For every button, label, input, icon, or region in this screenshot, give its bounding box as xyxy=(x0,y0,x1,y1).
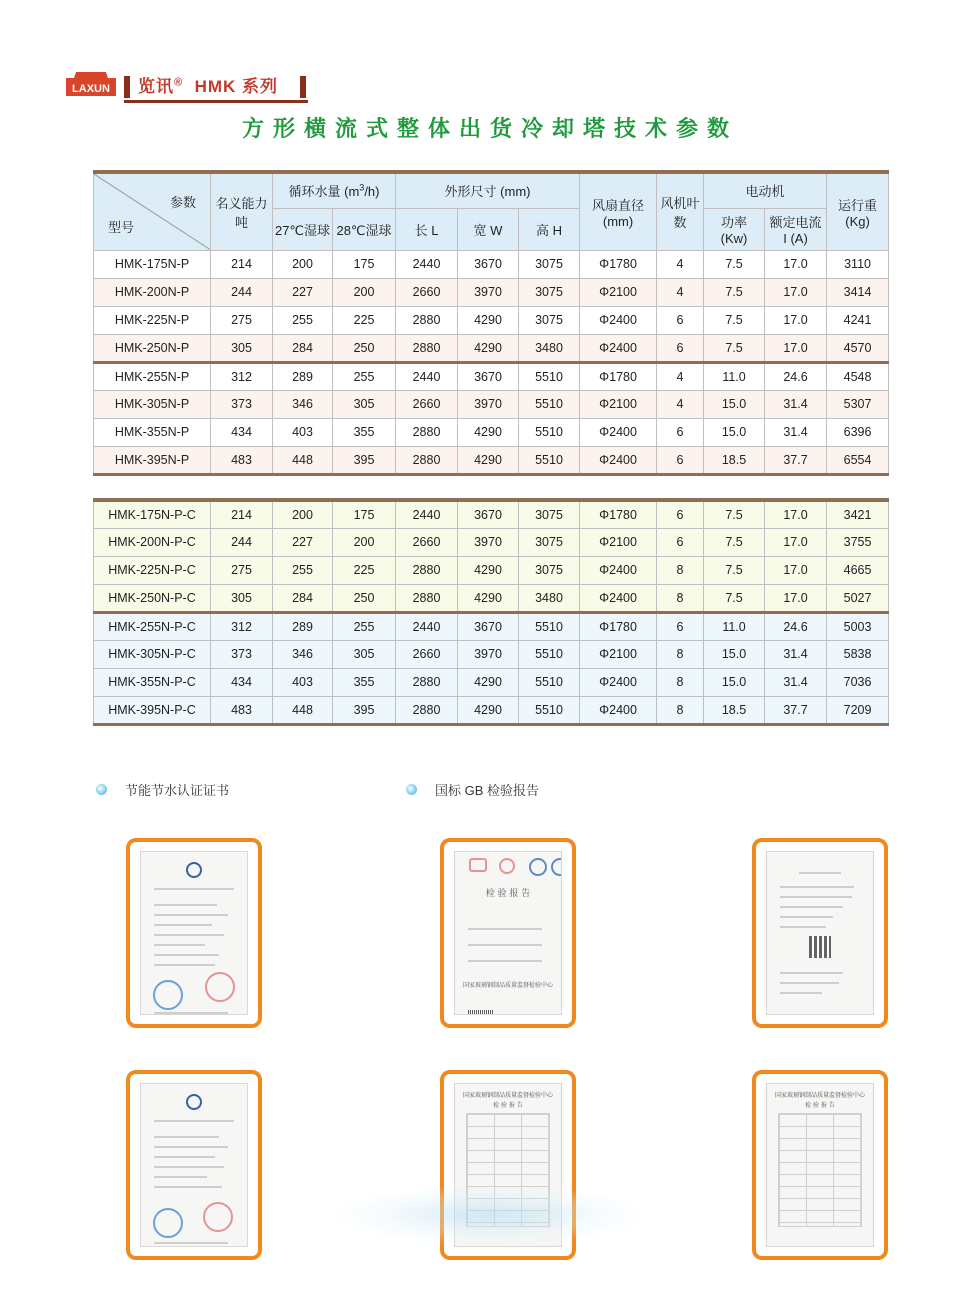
value-cell: 5027 xyxy=(827,584,889,612)
table-group-spacer xyxy=(94,474,889,500)
model-cell: HMK-255N-P xyxy=(94,362,211,390)
value-cell: 483 xyxy=(211,446,273,474)
model-cell: HMK-250N-P xyxy=(94,334,211,362)
value-cell: 5003 xyxy=(827,612,889,640)
value-cell: 15.0 xyxy=(704,668,765,696)
value-cell: 2440 xyxy=(396,500,458,528)
value-cell: 346 xyxy=(273,640,333,668)
value-cell: 3670 xyxy=(458,500,519,528)
value-cell: 17.0 xyxy=(765,278,827,306)
model-cell: HMK-200N-P-C xyxy=(94,528,211,556)
value-cell: Φ1780 xyxy=(580,500,657,528)
table-row xyxy=(94,390,889,418)
value-cell: 214 xyxy=(211,250,273,278)
bullet-icon xyxy=(406,784,417,795)
red-seal-icon xyxy=(205,972,235,1002)
value-cell: 2660 xyxy=(396,390,458,418)
value-cell: 225 xyxy=(333,556,396,584)
value-cell: 6 xyxy=(657,418,704,446)
value-cell: 175 xyxy=(333,500,396,528)
value-cell: 6 xyxy=(657,306,704,334)
value-cell: 17.0 xyxy=(765,334,827,362)
table-row xyxy=(94,528,889,556)
emblem-icon xyxy=(186,1094,202,1110)
value-cell: Φ2400 xyxy=(580,584,657,612)
report-table-image xyxy=(766,1083,874,1247)
value-cell: 395 xyxy=(333,696,396,724)
value-cell: 31.4 xyxy=(765,390,827,418)
value-cell: 7.5 xyxy=(704,278,765,306)
value-cell: Φ2400 xyxy=(580,418,657,446)
table-row xyxy=(94,362,889,390)
value-cell: 346 xyxy=(273,390,333,418)
value-cell: 5510 xyxy=(519,668,580,696)
value-cell: 7.5 xyxy=(704,528,765,556)
header-blades: 风机叶数 xyxy=(657,172,704,250)
value-cell: 4570 xyxy=(827,334,889,362)
report-subtitle: 检 验 报 告 xyxy=(805,1102,835,1109)
value-cell: 289 xyxy=(273,362,333,390)
header-power: 功率 (Kw) xyxy=(704,208,765,250)
bullet-icon xyxy=(96,784,107,795)
value-cell: 4290 xyxy=(458,668,519,696)
value-cell: Φ2100 xyxy=(580,528,657,556)
value-cell: 255 xyxy=(333,362,396,390)
table-row xyxy=(94,584,889,612)
spacer-cell xyxy=(94,474,889,500)
spec-table xyxy=(93,170,889,726)
report-center: 国家玻璃钢制品质量监督检验中心 xyxy=(462,1092,553,1099)
value-cell: 355 xyxy=(333,668,396,696)
value-cell: Φ2100 xyxy=(580,640,657,668)
value-cell: 17.0 xyxy=(765,584,827,612)
value-cell: 4 xyxy=(657,390,704,418)
value-cell: 2880 xyxy=(396,556,458,584)
value-cell: 5510 xyxy=(519,446,580,474)
value-cell: 250 xyxy=(333,334,396,362)
value-cell: Φ1780 xyxy=(580,362,657,390)
certificate-image xyxy=(140,1083,248,1247)
model-cell: HMK-305N-P xyxy=(94,390,211,418)
model-cell: HMK-255N-P-C xyxy=(94,612,211,640)
value-cell: 275 xyxy=(211,306,273,334)
value-cell: 284 xyxy=(273,584,333,612)
value-cell: 255 xyxy=(273,556,333,584)
table-row xyxy=(94,250,889,278)
value-cell: 305 xyxy=(333,640,396,668)
value-cell: 214 xyxy=(211,500,273,528)
value-cell: 7.5 xyxy=(704,250,765,278)
header-weight: 运行重 (Kg) xyxy=(827,172,889,250)
value-cell: 7.5 xyxy=(704,500,765,528)
value-cell: 3970 xyxy=(458,390,519,418)
spec-table-body xyxy=(94,250,889,724)
value-cell: 6 xyxy=(657,334,704,362)
value-cell: 2880 xyxy=(396,334,458,362)
value-cell: 4290 xyxy=(458,584,519,612)
value-cell: 312 xyxy=(211,612,273,640)
table-row xyxy=(94,306,889,334)
value-cell: 373 xyxy=(211,640,273,668)
table-row xyxy=(94,668,889,696)
header-len: 长 L xyxy=(396,208,458,250)
value-cell: 250 xyxy=(333,584,396,612)
value-cell: 17.0 xyxy=(765,500,827,528)
header-wid: 宽 W xyxy=(458,208,519,250)
value-cell: 2880 xyxy=(396,446,458,474)
value-cell: 200 xyxy=(333,528,396,556)
value-cell: Φ2400 xyxy=(580,334,657,362)
header-hei: 高 H xyxy=(519,208,580,250)
report-center: 国家玻璃钢制品质量监督检验中心 xyxy=(462,982,553,989)
value-cell: 8 xyxy=(657,668,704,696)
table-row xyxy=(94,696,889,724)
value-cell: Φ2100 xyxy=(580,390,657,418)
value-cell: 2880 xyxy=(396,306,458,334)
value-cell: 305 xyxy=(211,334,273,362)
report-notes-image xyxy=(766,851,874,1015)
value-cell: 3755 xyxy=(827,528,889,556)
page-title: 方形横流式整体出货冷却塔技术参数 xyxy=(241,116,738,141)
laxun-logo xyxy=(62,68,120,98)
header-wb27: 27℃湿球 xyxy=(273,208,333,250)
value-cell: 6396 xyxy=(827,418,889,446)
value-cell: Φ2400 xyxy=(580,446,657,474)
value-cell: 4290 xyxy=(458,556,519,584)
value-cell: 31.4 xyxy=(765,418,827,446)
value-cell: 4241 xyxy=(827,306,889,334)
model-cell: HMK-225N-P xyxy=(94,306,211,334)
value-cell: 395 xyxy=(333,446,396,474)
value-cell: 7036 xyxy=(827,668,889,696)
cma-mark-icon xyxy=(469,858,487,872)
value-cell: 17.0 xyxy=(765,306,827,334)
value-cell: 4 xyxy=(657,250,704,278)
value-cell: 403 xyxy=(273,668,333,696)
value-cell: Φ2400 xyxy=(580,696,657,724)
value-cell: Φ1780 xyxy=(580,250,657,278)
value-cell: 11.0 xyxy=(704,362,765,390)
value-cell: 373 xyxy=(211,390,273,418)
red-seal-icon xyxy=(203,1202,233,1232)
svg-text:LAXUN: LAXUN xyxy=(72,83,110,95)
header-current: 额定电流 I (A) xyxy=(765,208,827,250)
value-cell: 255 xyxy=(273,306,333,334)
value-cell: 8 xyxy=(657,640,704,668)
value-cell: 448 xyxy=(273,446,333,474)
value-cell: 4290 xyxy=(458,418,519,446)
value-cell: 3970 xyxy=(458,278,519,306)
value-cell: 3480 xyxy=(519,334,580,362)
value-cell: Φ1780 xyxy=(580,612,657,640)
value-cell: 3670 xyxy=(458,612,519,640)
value-cell: 2660 xyxy=(396,278,458,306)
report-thumbnail-1[interactable] xyxy=(440,838,576,1028)
value-cell: 2440 xyxy=(396,362,458,390)
value-cell: 289 xyxy=(273,612,333,640)
value-cell: 31.4 xyxy=(765,640,827,668)
model-cell: HMK-175N-P xyxy=(94,250,211,278)
value-cell: 2660 xyxy=(396,528,458,556)
value-cell: 7.5 xyxy=(704,334,765,362)
model-cell: HMK-355N-P xyxy=(94,418,211,446)
value-cell: Φ2400 xyxy=(580,668,657,696)
model-cell: HMK-175N-P-C xyxy=(94,500,211,528)
value-cell: 5510 xyxy=(519,362,580,390)
value-cell: 4290 xyxy=(458,334,519,362)
value-cell: 5510 xyxy=(519,418,580,446)
value-cell: 6554 xyxy=(827,446,889,474)
value-cell: 7.5 xyxy=(704,584,765,612)
value-cell: 284 xyxy=(273,334,333,362)
value-cell: 17.0 xyxy=(765,528,827,556)
value-cell: 11.0 xyxy=(704,612,765,640)
value-cell: 2440 xyxy=(396,250,458,278)
value-cell: Φ2100 xyxy=(580,278,657,306)
value-cell: 15.0 xyxy=(704,640,765,668)
value-cell: 4290 xyxy=(458,696,519,724)
value-cell: 5510 xyxy=(519,696,580,724)
value-cell: 2880 xyxy=(396,418,458,446)
value-cell: 3075 xyxy=(519,278,580,306)
value-cell: 24.6 xyxy=(765,612,827,640)
value-cell: 305 xyxy=(211,584,273,612)
model-cell: HMK-395N-P xyxy=(94,446,211,474)
value-cell: 275 xyxy=(211,556,273,584)
header-dims: 外形尺寸 (mm) xyxy=(396,172,580,208)
value-cell: 18.5 xyxy=(704,446,765,474)
section-report: 国标 GB 检验报告 xyxy=(406,780,539,799)
value-cell: Φ2400 xyxy=(580,556,657,584)
model-cell: HMK-395N-P-C xyxy=(94,696,211,724)
value-cell: 5510 xyxy=(519,640,580,668)
value-cell: 255 xyxy=(333,612,396,640)
value-cell: 4290 xyxy=(458,446,519,474)
cqc-seal-icon xyxy=(153,1208,183,1238)
value-cell: 200 xyxy=(273,250,333,278)
table-row xyxy=(94,418,889,446)
value-cell: 3421 xyxy=(827,500,889,528)
value-cell: 6 xyxy=(657,612,704,640)
value-cell: 24.6 xyxy=(765,362,827,390)
cert-thumbnail-1[interactable] xyxy=(126,838,262,1028)
header-flow: 循环水量 $(m^3/h)$ xyxy=(273,172,396,208)
table-row xyxy=(94,640,889,668)
value-cell: 434 xyxy=(211,668,273,696)
value-cell: 227 xyxy=(273,528,333,556)
ilac-mark-icon xyxy=(529,858,547,876)
value-cell: 4665 xyxy=(827,556,889,584)
model-cell: HMK-305N-P-C xyxy=(94,640,211,668)
brand-bar-end xyxy=(300,76,306,98)
value-cell: 18.5 xyxy=(704,696,765,724)
value-cell: 2880 xyxy=(396,696,458,724)
value-cell: 8 xyxy=(657,584,704,612)
value-cell: 5510 xyxy=(519,390,580,418)
header-wb28: 28℃湿球 xyxy=(333,208,396,250)
value-cell: 4290 xyxy=(458,306,519,334)
value-cell: 8 xyxy=(657,696,704,724)
report-image xyxy=(454,851,562,1015)
value-cell: 227 xyxy=(273,278,333,306)
value-cell: 244 xyxy=(211,278,273,306)
value-cell: 2440 xyxy=(396,612,458,640)
value-cell: 17.0 xyxy=(765,250,827,278)
model-cell: HMK-225N-P-C xyxy=(94,556,211,584)
value-cell: 37.7 xyxy=(765,446,827,474)
value-cell: 434 xyxy=(211,418,273,446)
value-cell: 3075 xyxy=(519,306,580,334)
section-cert: 节能节水认证证书 xyxy=(96,780,229,799)
table-row xyxy=(94,278,889,306)
report-title: 检 验 报 告 xyxy=(485,889,531,899)
value-cell: 3075 xyxy=(519,500,580,528)
value-cell: 3110 xyxy=(827,250,889,278)
value-cell: 4548 xyxy=(827,362,889,390)
value-cell: 244 xyxy=(211,528,273,556)
value-cell: 15.0 xyxy=(704,390,765,418)
value-cell: 3670 xyxy=(458,362,519,390)
brand-underline xyxy=(124,100,308,103)
header-fan-dia: 风扇直径 (mm) xyxy=(580,172,657,250)
report-center: 国家玻璃钢制品质量监督检验中心 xyxy=(774,1092,865,1099)
value-cell: 2880 xyxy=(396,668,458,696)
value-cell: 7.5 xyxy=(704,556,765,584)
value-cell: 3075 xyxy=(519,556,580,584)
value-cell: 403 xyxy=(273,418,333,446)
cal-mark-icon xyxy=(499,858,515,874)
value-cell: 355 xyxy=(333,418,396,446)
value-cell: Φ2400 xyxy=(580,306,657,334)
header-motor: 电动机 xyxy=(704,172,827,208)
value-cell: 3970 xyxy=(458,528,519,556)
header-capacity: 名义能力吨 xyxy=(211,172,273,250)
table-row xyxy=(94,556,889,584)
value-cell: 6 xyxy=(657,528,704,556)
value-cell: 7.5 xyxy=(704,306,765,334)
model-cell: HMK-250N-P-C xyxy=(94,584,211,612)
value-cell: 305 xyxy=(333,390,396,418)
value-cell: 175 xyxy=(333,250,396,278)
value-cell: 3075 xyxy=(519,528,580,556)
value-cell: 6 xyxy=(657,500,704,528)
value-cell: 4 xyxy=(657,362,704,390)
report-thumbnail-4[interactable] xyxy=(752,1070,888,1260)
value-cell: 2660 xyxy=(396,640,458,668)
value-cell: 3480 xyxy=(519,584,580,612)
value-cell: 31.4 xyxy=(765,668,827,696)
value-cell: 7209 xyxy=(827,696,889,724)
value-cell: 2880 xyxy=(396,584,458,612)
value-cell: 8 xyxy=(657,556,704,584)
cert-thumbnail-2[interactable] xyxy=(126,1070,262,1260)
value-cell: 5307 xyxy=(827,390,889,418)
value-cell: 3075 xyxy=(519,250,580,278)
table-row xyxy=(94,334,889,362)
value-cell: 5838 xyxy=(827,640,889,668)
table-row xyxy=(94,500,889,528)
value-cell: 312 xyxy=(211,362,273,390)
value-cell: 37.7 xyxy=(765,696,827,724)
value-cell: 15.0 xyxy=(704,418,765,446)
water-ripple-decoration xyxy=(330,1185,650,1245)
model-cell: HMK-355N-P-C xyxy=(94,668,211,696)
value-cell: 5510 xyxy=(519,612,580,640)
model-cell: HMK-200N-P xyxy=(94,278,211,306)
value-cell: 200 xyxy=(273,500,333,528)
value-cell: 200 xyxy=(333,278,396,306)
value-cell: 483 xyxy=(211,696,273,724)
brand-name: 览讯® HMK 系列 xyxy=(138,76,279,96)
value-cell: 3670 xyxy=(458,250,519,278)
table-row xyxy=(94,612,889,640)
barcode-icon xyxy=(468,1010,493,1015)
value-cell: 17.0 xyxy=(765,556,827,584)
brand-bar xyxy=(124,76,130,98)
value-cell: 3414 xyxy=(827,278,889,306)
header-param-model: 参数 型号 xyxy=(94,172,211,250)
value-cell: 448 xyxy=(273,696,333,724)
value-cell: 4 xyxy=(657,278,704,306)
value-cell: 6 xyxy=(657,446,704,474)
table-row xyxy=(94,446,889,474)
report-thumbnail-2[interactable] xyxy=(752,838,888,1028)
value-cell: 3970 xyxy=(458,640,519,668)
certificate-image xyxy=(140,851,248,1015)
qr-code-icon xyxy=(809,936,831,958)
report-subtitle: 检 验 报 告 xyxy=(493,1102,523,1109)
value-cell: 225 xyxy=(333,306,396,334)
cqc-seal-icon xyxy=(153,980,183,1010)
emblem-icon xyxy=(186,862,202,878)
cnas-mark-icon xyxy=(551,858,562,876)
